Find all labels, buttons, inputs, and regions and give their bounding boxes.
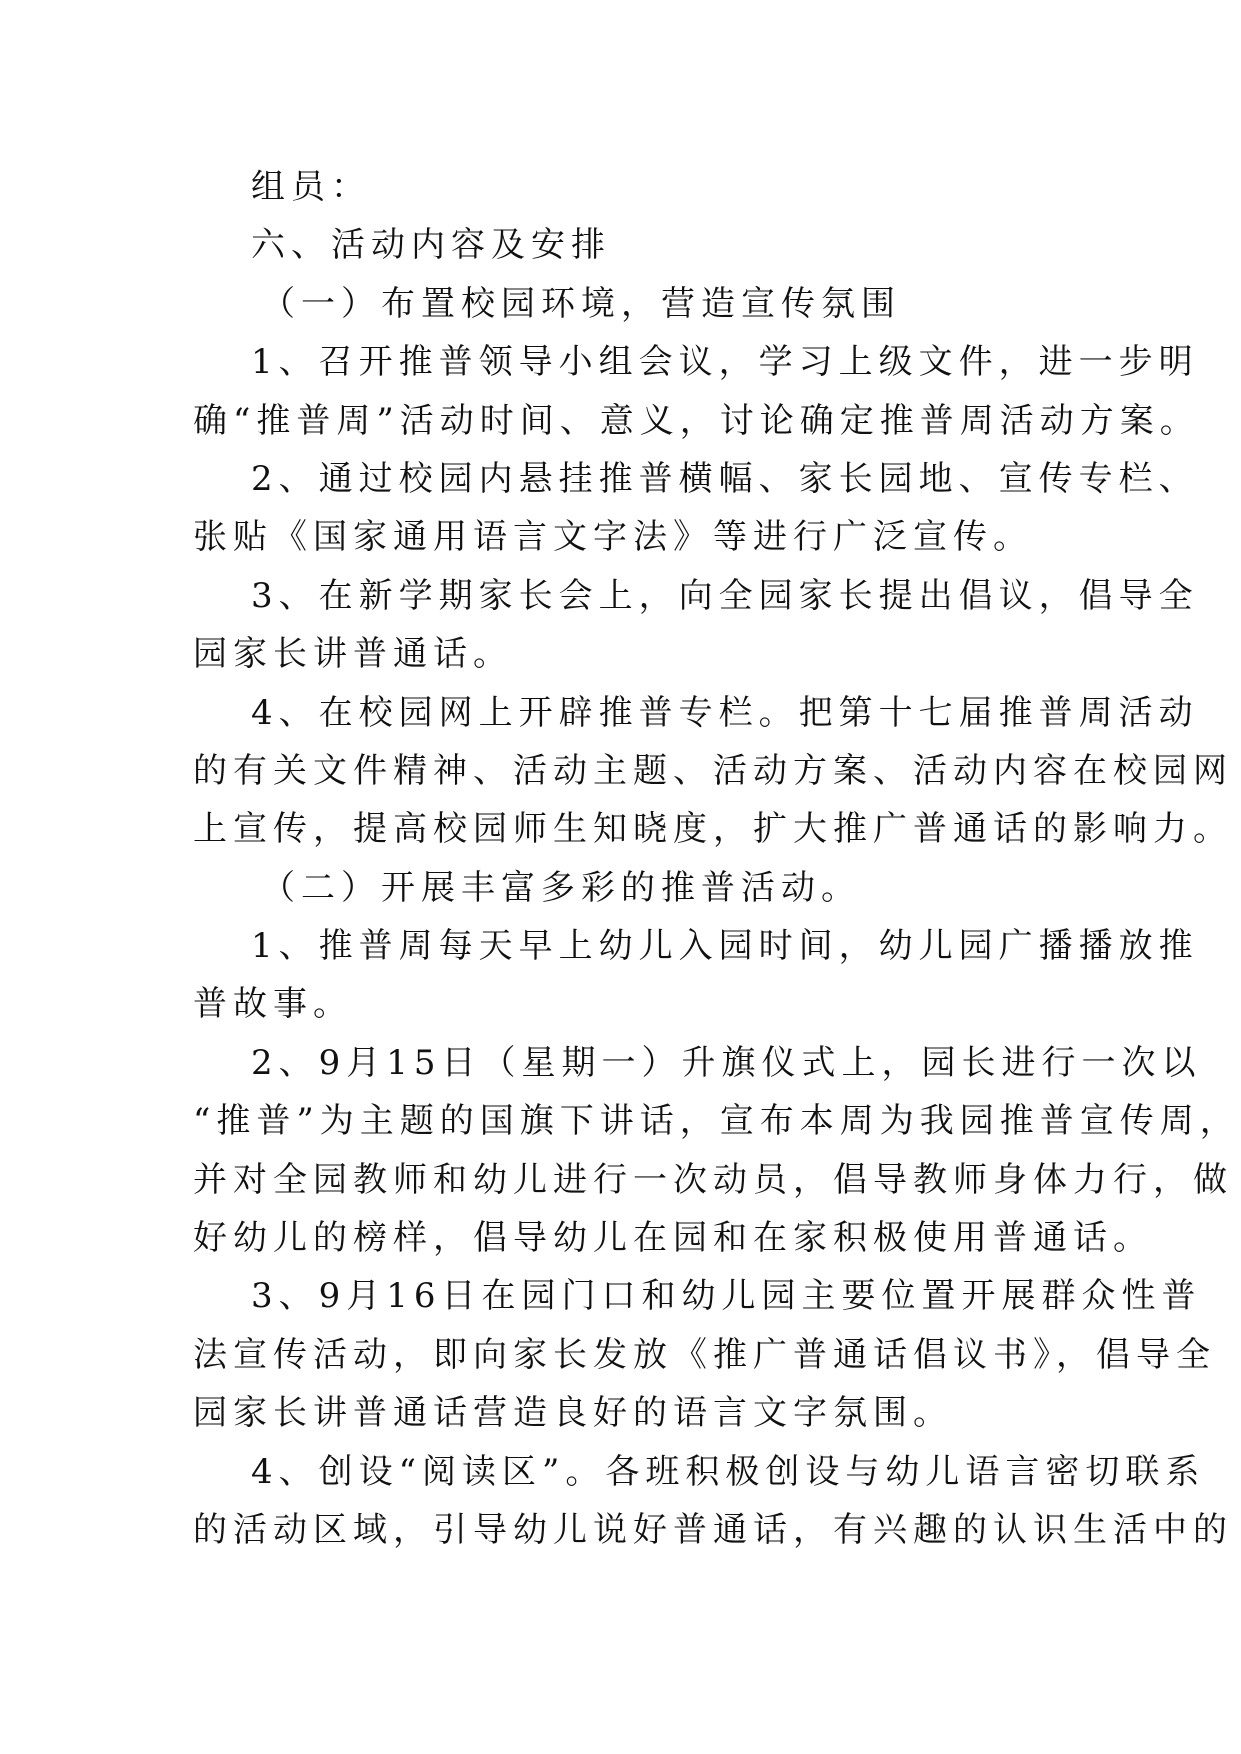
text-line: 好幼儿的榜样，倡导幼儿在园和在家积极使用普通话。 <box>193 1218 1153 1259</box>
text-line: 确“推普周”活动时间、意义，讨论确定推普周活动方案。 <box>193 400 1200 441</box>
subsection-heading-1: （一）布置校园环境，营造宣传氛围 <box>261 283 901 324</box>
text-line: 法宣传活动，即向家长发放《推广普通话倡议书》，倡导全 <box>193 1334 1216 1375</box>
document-body <box>193 158 1240 1559</box>
text-line: 1、推普周每天早上幼儿入园时间，幼儿园广播播放推 <box>251 926 1199 967</box>
text-line: 1、召开推普领导小组会议，学习上级文件，进一步明 <box>251 342 1199 383</box>
text-line-members: 组员： <box>251 167 371 207</box>
text-line: 的有关文件精神、活动主题、活动方案、活动内容在校园网 <box>193 750 1233 791</box>
text-line: 2、通过校园内悬挂推普横幅、家长园地、宣传专栏、 <box>251 458 1199 499</box>
text-line: 并对全园教师和幼儿进行一次动员，倡导教师身体力行，做 <box>193 1159 1233 1200</box>
text-line: 2、9月15日（星期一）升旗仪式上，园长进行一次以 <box>251 1042 1202 1083</box>
text-line: 3、9月16日在园门口和幼儿园主要位置开展群众性普 <box>251 1276 1202 1317</box>
text-line: 的活动区域，引导幼儿说好普通话，有兴趣的认识生活中的 <box>193 1509 1233 1550</box>
text-line: 3、在新学期家长会上，向全园家长提出倡议，倡导全 <box>251 575 1199 616</box>
section-heading-activities: 六、活动内容及安排 <box>251 225 611 266</box>
text-line: 普故事。 <box>193 984 353 1025</box>
text-line: “推普”为主题的国旗下讲话，宣布本周为我园推普宣传周， <box>193 1101 1240 1142</box>
text-line: 4、在校园网上开辟推普专栏。把第十七届推普周活动 <box>251 692 1199 733</box>
subsection-heading-2: （二）开展丰富多彩的推普活动。 <box>261 867 861 908</box>
text-line: 园家长讲普通话。 <box>193 634 513 675</box>
text-line: 园家长讲普通话营造良好的语言文字氛围。 <box>193 1393 953 1434</box>
text-line: 上宣传，提高校园师生知晓度，扩大推广普通话的影响力。 <box>193 809 1233 850</box>
text-line: 张贴《国家通用语言文字法》等进行广泛宣传。 <box>193 517 1033 558</box>
text-line: 4、创设“阅读区”。各班积极创设与幼儿语言密切联系 <box>251 1451 1206 1492</box>
